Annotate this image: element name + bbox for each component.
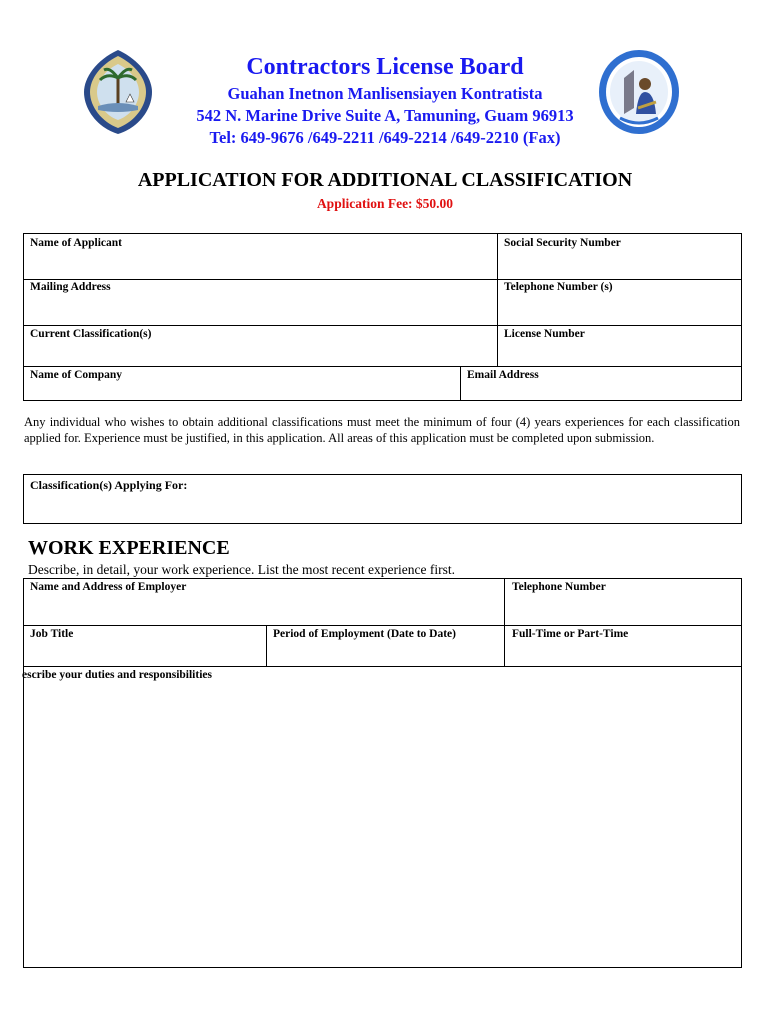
period-of-employment-field[interactable] bbox=[273, 628, 499, 664]
job-title-label: Job Title bbox=[30, 628, 74, 640]
email-address-field[interactable] bbox=[467, 369, 735, 399]
license-number-label: License Number bbox=[504, 328, 585, 340]
mailing-address-label: Mailing Address bbox=[30, 281, 111, 293]
work-experience-table bbox=[23, 578, 742, 968]
board-address: 542 N. Marine Drive Suite A, Tamuning, Guam 96913 bbox=[196, 106, 574, 125]
application-fee: Application Fee: $50.00 bbox=[316, 196, 454, 211]
board-name: Contractors License Board bbox=[246, 54, 524, 80]
employer-telephone-label: Telephone Number bbox=[512, 581, 606, 593]
name-of-applicant-label: Name of Applicant bbox=[30, 237, 122, 249]
social-security-number-field[interactable] bbox=[504, 237, 734, 277]
job-title-field[interactable] bbox=[30, 628, 260, 664]
applicant-info-table bbox=[23, 233, 742, 401]
mailing-address-field[interactable] bbox=[30, 281, 490, 323]
telephone-numbers-field[interactable] bbox=[504, 281, 734, 323]
email-address-label: Email Address bbox=[467, 369, 539, 381]
employer-telephone-field[interactable] bbox=[512, 581, 736, 623]
current-classifications-label: Current Classification(s) bbox=[30, 328, 152, 340]
classifications-applying-for-field[interactable] bbox=[23, 474, 742, 524]
name-of-company-label: Name of Company bbox=[30, 369, 122, 381]
telephone-numbers-label: Telephone Number (s) bbox=[504, 281, 613, 293]
duties-responsibilities-label: escribe your duties and responsibilities bbox=[22, 669, 212, 681]
duties-responsibilities-field[interactable] bbox=[22, 669, 736, 965]
license-number-field[interactable] bbox=[504, 328, 734, 364]
employer-name-address-label: Name and Address of Employer bbox=[30, 581, 187, 593]
full-or-part-time-label: Full-Time or Part-Time bbox=[512, 628, 629, 640]
work-experience-heading: WORK EXPERIENCE bbox=[28, 537, 230, 559]
board-phones: Tel: 649-9676 /649-2211 /649-2214 /649-2210 (Fax) bbox=[209, 128, 561, 147]
name-of-company-field[interactable] bbox=[30, 369, 454, 399]
full-or-part-time-field[interactable] bbox=[512, 628, 736, 664]
instructions-text: Any individual who wishes to obtain additional classifications must meet the minimum of four (4) years experiences for each classification applied for. Experience must be justified, in this application. All areas of this application must be completed upon submission. bbox=[24, 415, 740, 445]
work-experience-description: Describe, in detail, your work experience. List the most recent experience first. bbox=[28, 562, 455, 577]
name-of-applicant-field[interactable] bbox=[30, 237, 490, 277]
employer-name-address-field[interactable] bbox=[30, 581, 498, 623]
board-native-name: Guahan Inetnon Manlisensiayen Kontratista bbox=[227, 84, 543, 103]
period-of-employment-label: Period of Employment (Date to Date) bbox=[273, 628, 456, 640]
current-classifications-field[interactable] bbox=[30, 328, 490, 364]
page-title: APPLICATION FOR ADDITIONAL CLASSIFICATION bbox=[137, 169, 633, 191]
social-security-number-label: Social Security Number bbox=[504, 237, 621, 249]
classifications-applying-for-label: Classification(s) Applying For: bbox=[30, 478, 188, 492]
